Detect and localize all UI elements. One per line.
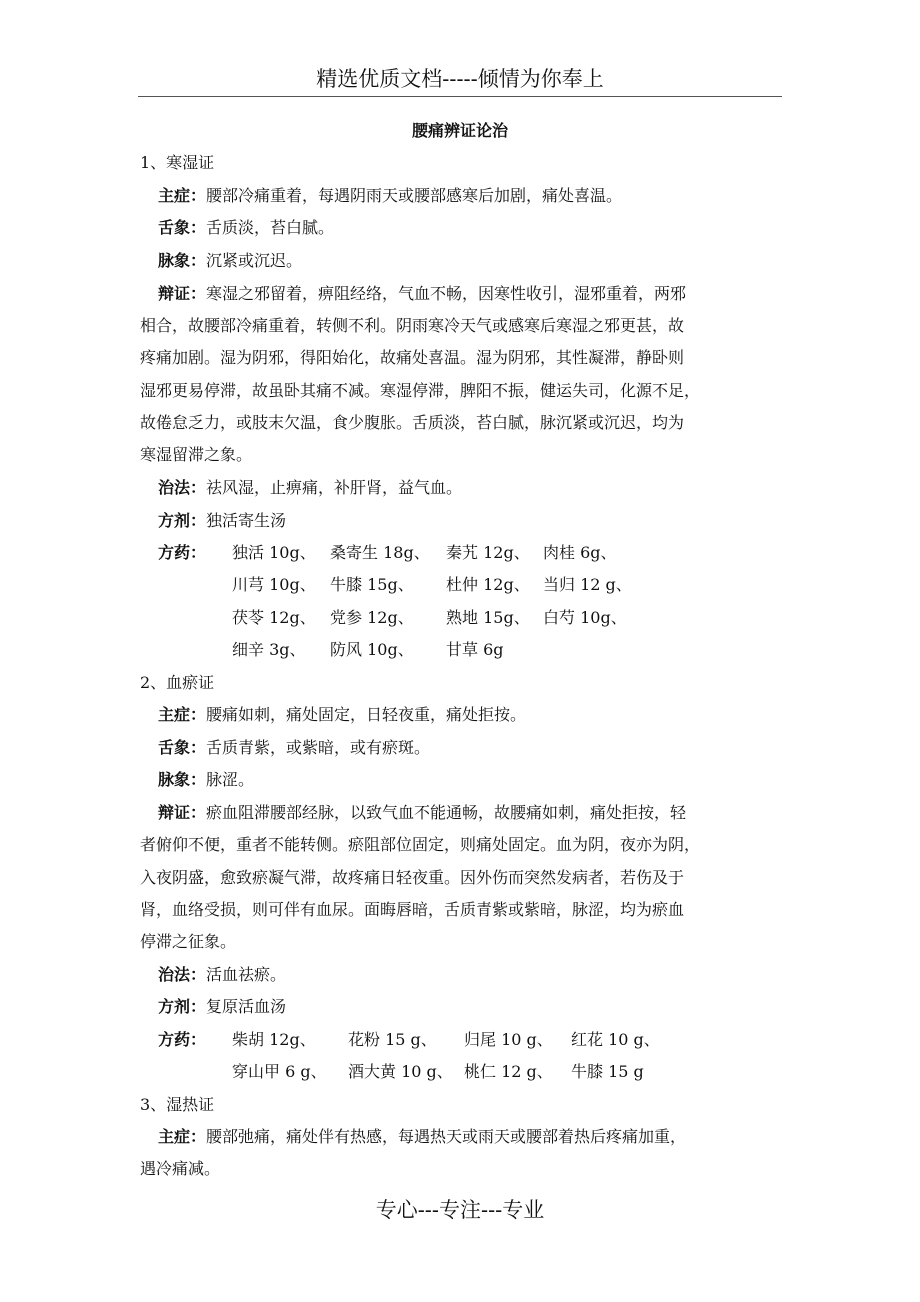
herb-item: 归尾 10 g、 — [464, 1030, 553, 1049]
analysis-text: 瘀血阻滞腰部经脉，以致气血不能通畅，故腰痛如刺，痛处拒按，轻 — [206, 803, 687, 822]
herb-item: 当归 12 g、 — [543, 575, 632, 594]
analysis-label: 辩证： — [158, 284, 207, 303]
analysis-text: 寒湿留滞之象。 — [140, 445, 253, 464]
page-footer: 专心---专注---专业 — [375, 1198, 545, 1222]
herb-item: 独活 10g、 — [232, 543, 316, 562]
analysis-label: 辩证： — [158, 803, 207, 822]
formula-text: 独活寄生汤 — [206, 511, 287, 530]
herb-item: 肉桂 6g、 — [543, 543, 617, 562]
section-heading: 2、血瘀证 — [140, 673, 215, 692]
tongue-label: 舌象： — [158, 738, 207, 757]
pulse-label: 脉象： — [158, 251, 207, 270]
herbs-label: 方药： — [158, 543, 207, 562]
treatment-text: 活血祛瘀。 — [206, 965, 287, 984]
herb-item: 酒大黄 10 g、 — [348, 1062, 453, 1081]
tongue-text: 舌质淡，苔白腻。 — [206, 218, 335, 237]
pulse-line — [158, 250, 302, 272]
herb-item: 防风 10g、 — [330, 640, 414, 659]
herb-item: 柴胡 12g、 — [232, 1030, 316, 1049]
analysis-text: 故倦怠乏力，或肢末欠温，食少腹胀。舌质淡，苔白腻，脉沉紧或沉迟，均为 — [140, 413, 685, 432]
herb-item: 川芎 10g、 — [232, 575, 316, 594]
tongue-line — [158, 737, 430, 759]
analysis-text: 寒湿之邪留着，痹阻经络，气血不畅，因寒性收引，湿邪重着，两邪 — [206, 284, 687, 303]
herbs-label: 方药： — [158, 1030, 207, 1049]
tongue-text: 舌质青紫，或紫暗，或有瘀斑。 — [206, 738, 431, 757]
treatment-line — [158, 477, 462, 499]
symptom-label: 主症： — [158, 186, 207, 205]
symptom-label: 主症： — [158, 705, 207, 724]
herb-item: 甘草 6g — [446, 640, 504, 659]
analysis-text: 者俯仰不便，重者不能转侧。瘀阻部位固定，则痛处固定。血为阴，夜亦为阴， — [140, 835, 701, 854]
pulse-text: 脉涩。 — [206, 770, 255, 789]
formula-line — [158, 996, 286, 1018]
herb-item: 党参 12g、 — [330, 608, 414, 627]
treatment-text: 祛风湿，止痹痛，补肝肾，益气血。 — [206, 478, 463, 497]
herb-item: 茯苓 12g、 — [232, 608, 316, 627]
analysis-text: 入夜阴盛，愈致瘀凝气滞，故疼痛日轻夜重。因外伤而突然发病者，若伤及于 — [140, 868, 685, 887]
herb-item: 牛膝 15 g — [571, 1062, 644, 1081]
analysis-text: 疼痛加剧。湿为阴邪，得阳始化，故痛处喜温。湿为阴邪，其性凝滞，静卧则 — [140, 348, 685, 367]
pulse-label: 脉象： — [158, 770, 207, 789]
herb-item: 秦艽 12g、 — [446, 543, 530, 562]
pulse-text: 沉紧或沉迟。 — [206, 251, 303, 270]
symptom-text: 腰部弛痛，痛处伴有热感，每遇热天或雨天或腰部着热后疼痛加重， — [206, 1127, 687, 1146]
herb-item: 桃仁 12 g、 — [464, 1062, 553, 1081]
page-header: 精选优质文档-----倾情为你奉上 — [138, 64, 782, 97]
herb-item: 细辛 3g、 — [232, 640, 306, 659]
formula-line — [158, 510, 286, 532]
treatment-label: 治法： — [158, 478, 207, 497]
analysis-text: 相合，故腰部冷痛重着，转侧不利。阴雨寒冷天气或感寒后寒湿之邪更甚，故 — [140, 316, 685, 335]
analysis-text: 肾，血络受损，则可伴有血尿。面晦唇暗，舌质青紫或紫暗，脉涩，均为瘀血 — [140, 900, 685, 919]
symptom-text: 遇冷痛减。 — [140, 1159, 221, 1178]
section-heading: 1、寒湿证 — [140, 153, 215, 172]
herb-item: 红花 10 g、 — [571, 1030, 660, 1049]
herb-item: 白芍 10g、 — [543, 608, 627, 627]
symptom-text: 腰痛如刺，痛处固定，日轻夜重，痛处拒按。 — [206, 705, 527, 724]
herb-item: 花粉 15 g、 — [348, 1030, 437, 1049]
symptom-line — [158, 185, 622, 207]
herb-item: 杜仲 12g、 — [446, 575, 530, 594]
symptom-text: 腰部冷痛重着，每遇阴雨天或腰部感寒后加剧，痛处喜温。 — [206, 186, 623, 205]
tongue-label: 舌象： — [158, 218, 207, 237]
analysis-line — [158, 283, 686, 305]
herb-item: 牛膝 15g、 — [330, 575, 414, 594]
treatment-label: 治法： — [158, 965, 207, 984]
formula-label: 方剂： — [158, 997, 207, 1016]
herb-item: 熟地 15g、 — [446, 608, 530, 627]
document-title: 腰痛辨证论治 — [411, 121, 508, 140]
analysis-text: 停滞之征象。 — [140, 932, 237, 951]
section-heading: 3、湿热证 — [140, 1095, 215, 1114]
analysis-line — [158, 802, 686, 824]
formula-text: 复原活血汤 — [206, 997, 287, 1016]
formula-label: 方剂： — [158, 511, 207, 530]
symptom-line — [158, 1126, 686, 1148]
herb-item: 桑寄生 18g、 — [330, 543, 430, 562]
herb-item: 穿山甲 6 g、 — [232, 1062, 327, 1081]
analysis-text: 湿邪更易停滞，故虽卧其痛不减。寒湿停滞，脾阳不振，健运失司，化源不足， — [140, 381, 701, 400]
symptom-label: 主症： — [158, 1127, 207, 1146]
pulse-line — [158, 769, 254, 791]
symptom-line — [158, 704, 526, 726]
tongue-line — [158, 217, 334, 239]
treatment-line — [158, 964, 286, 986]
